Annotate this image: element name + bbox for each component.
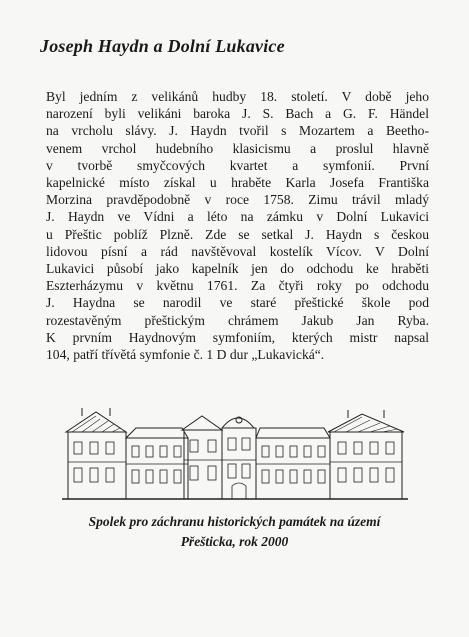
paragraph-line: narození byli velikáni baroka J. S. Bach a G. F. Händel (46, 106, 429, 122)
paragraph-line: J. Haydn ve Vídni a léto na zámku v Dolní Lukavici (46, 209, 429, 225)
paragraph-line: u Přeštic poblíž Plzně. Zde se setkal J. Haydn s českou (46, 226, 429, 242)
paragraph-line: Byl jedním z velikánů hudby 18. století. V době jeho (46, 89, 429, 104)
paragraph-line: rozestavěným přeštickým chrámem Jakub Jan Ryba. (46, 312, 429, 328)
footer-line: Přešticka, rok 2000 (180, 534, 289, 549)
paragraph-line: K prvním Haydnovým symfoniím, kterých mistr napsal (46, 329, 429, 345)
footer-line: Spolek pro záchranu historických památek na území (88, 514, 381, 529)
publisher-footer (20, 512, 449, 552)
paragraph-line: lidovou písní a rád navštěvoval kostelík Vícov. V Dolní (46, 243, 429, 259)
paragraph-line: v tvorbě smyčcových kvartet a symfonií. První (46, 157, 429, 173)
chateau-drawing (62, 402, 408, 502)
paragraph-line: venem vrchol hudebního klasicismu a proslul hlavně (46, 140, 429, 156)
document-title: Joseph Haydn a Dolní Lukavice (40, 36, 285, 56)
body-paragraph (46, 88, 429, 363)
paragraph-line: Eszterházymu v květnu 1761. Za čtyři roky po odchodu (46, 278, 429, 294)
paragraph-line: J. Haydna se narodil ve staré přeštické škole pod (46, 295, 429, 311)
paragraph-line: 104, patří třívětá symfonie č. 1 D dur „Lukavická“. (46, 347, 325, 363)
paragraph-line: kapelnické místo získal u hraběte Karla Josefa Františka (46, 175, 429, 191)
paragraph-line: na vrcholu slávy. J. Haydn tvořil s Mozartem a Beetho- (46, 123, 429, 139)
paragraph-line: Lukavici působí jako kapelník jen do odchodu ke hraběti (46, 261, 429, 277)
paragraph-line: Morzina pravděpodobně v roce 1758. Zimu trávil mladý (46, 192, 429, 208)
